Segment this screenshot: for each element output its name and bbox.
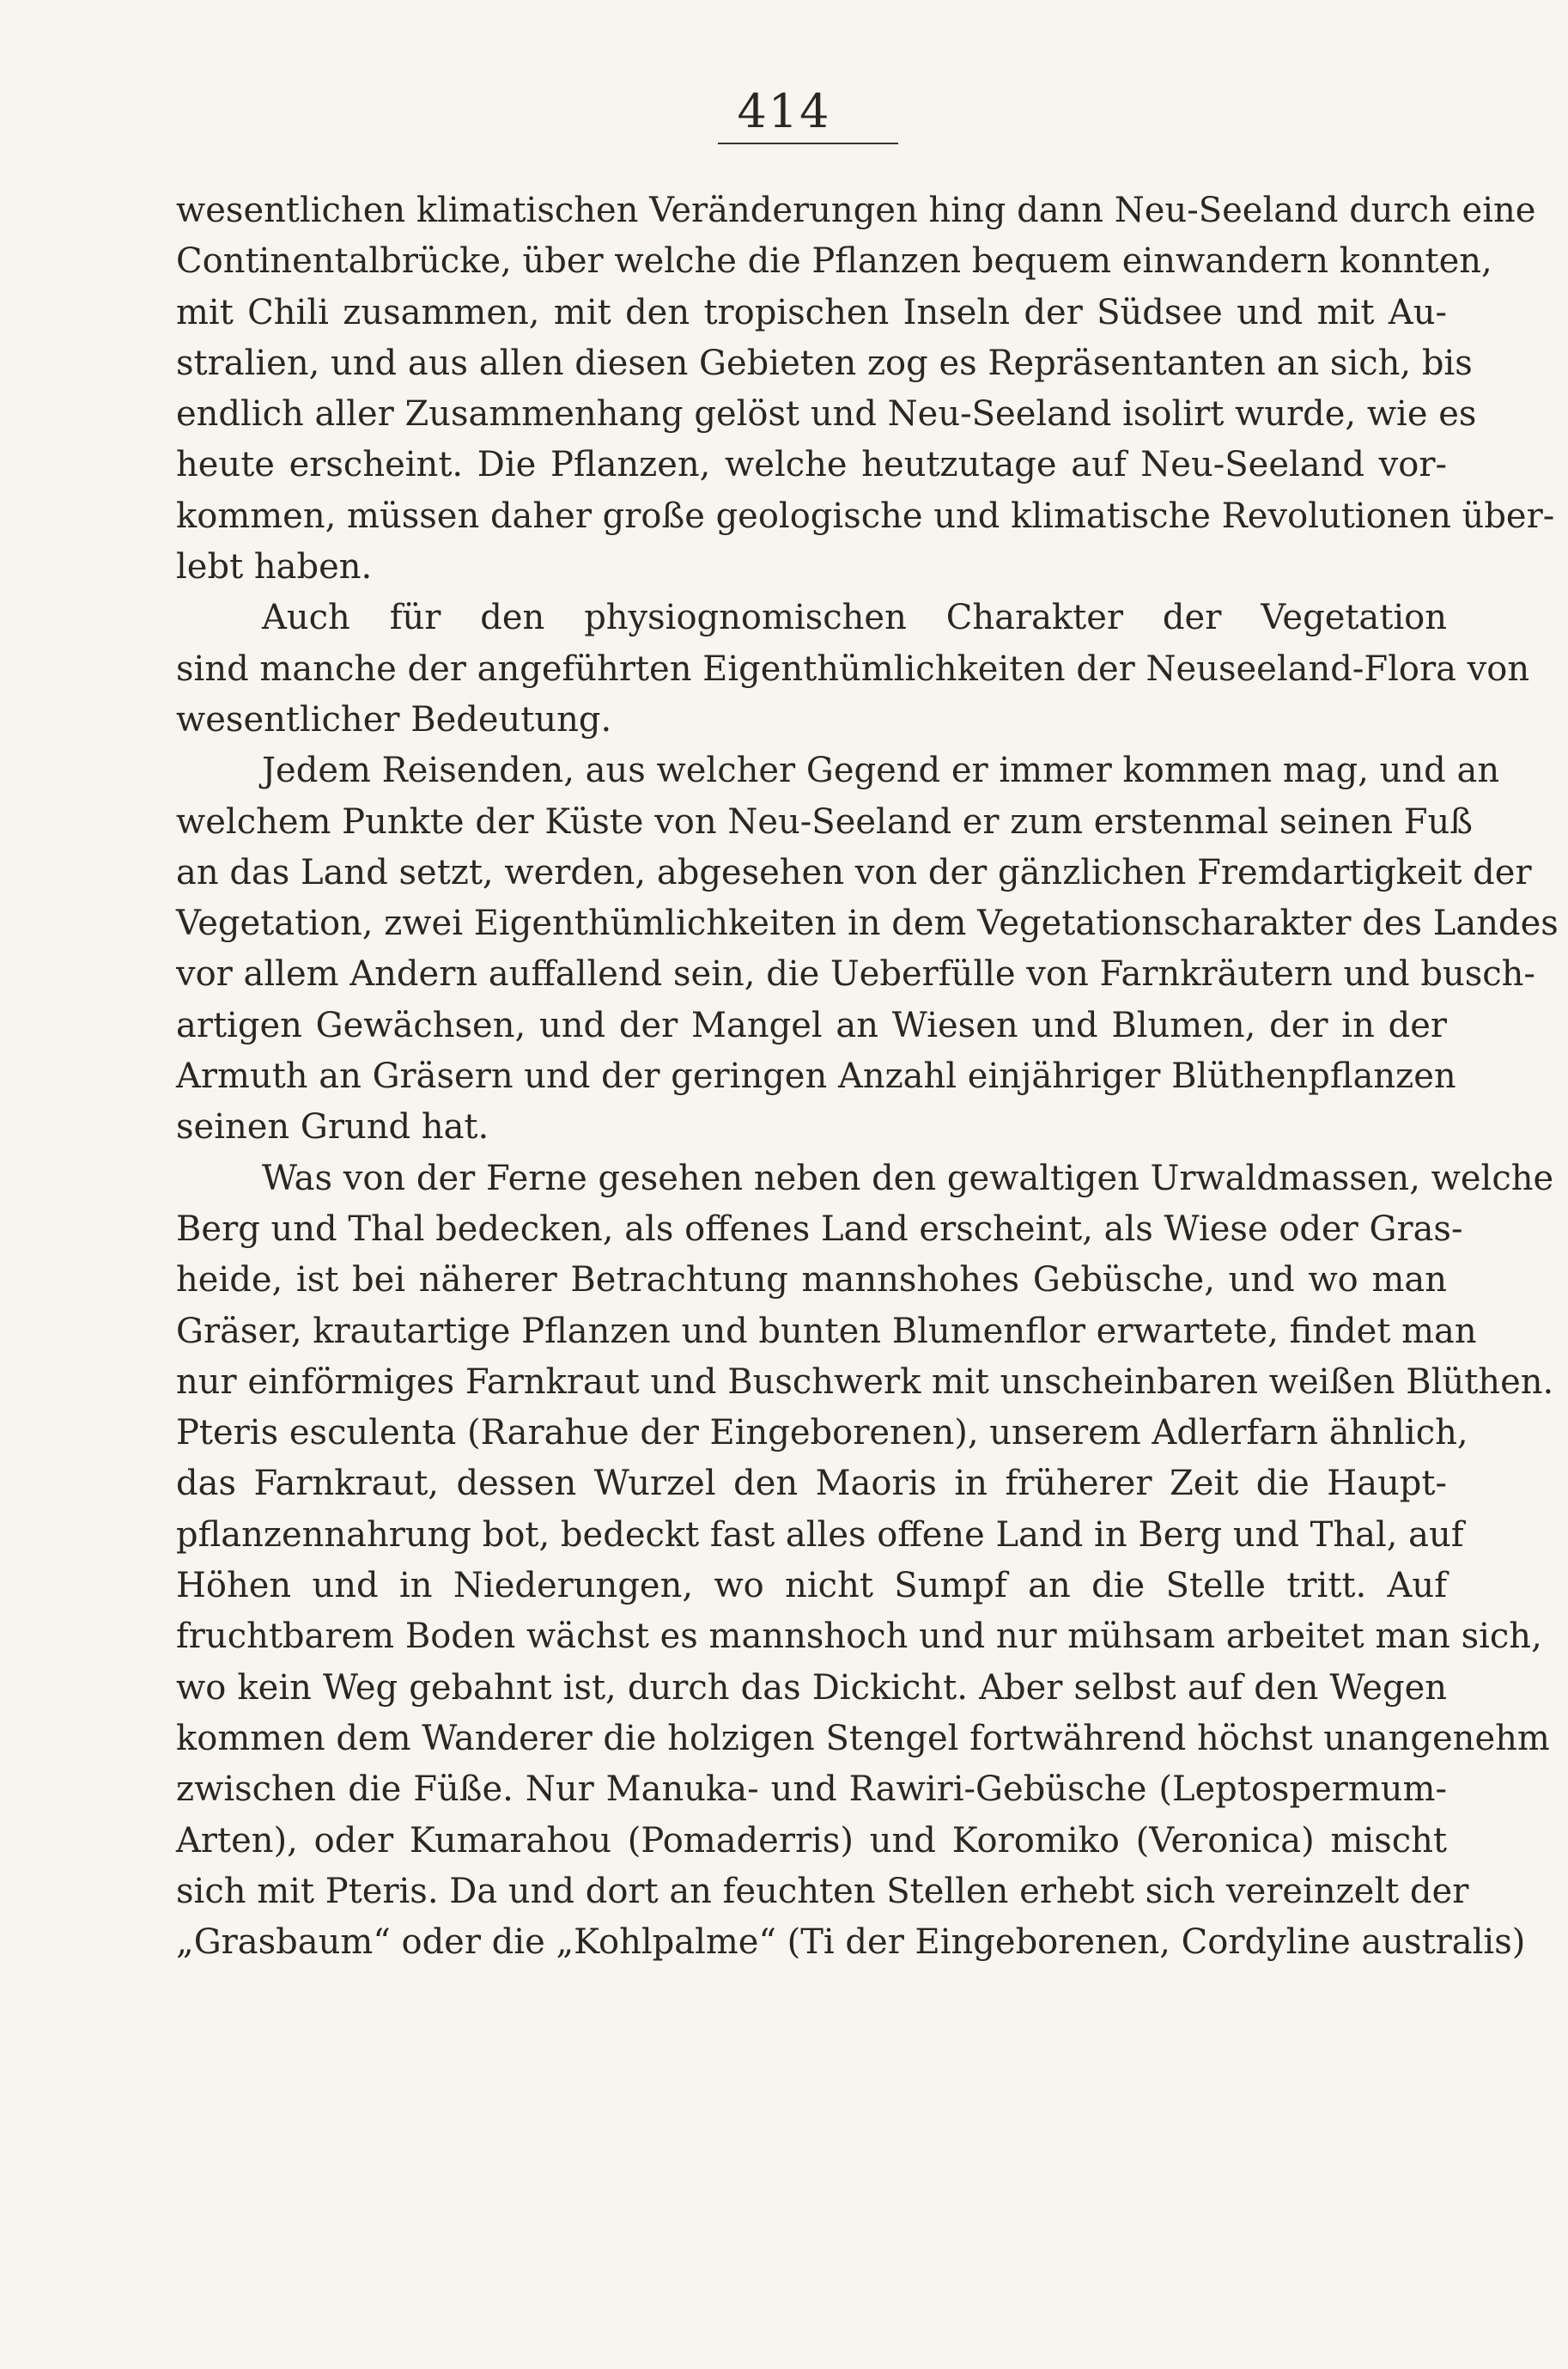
text-line: heute erscheint. Die Pflanzen, welche heutzutage auf Neu-Seeland vor-	[176, 445, 1447, 485]
header-rule	[718, 143, 898, 144]
text-line: an das Land setzt, werden, abgesehen von der gänzlichen Fremdartigkeit der	[176, 852, 1532, 892]
text-line: Arten), oder Kumarahou (Pomaderris) und Koromiko (Veronica) mischt	[176, 1820, 1447, 1860]
text-line: kommen, müssen daher große geologische und klimatische Revolutionen über-	[176, 496, 1555, 536]
paragraph	[176, 593, 1530, 746]
text-line: das Farnkraut, dessen Wurzel den Maoris in früherer Zeit die Haupt-	[176, 1464, 1447, 1504]
text-line: vor allem Andern auffallend sein, die Ueberfülle von Farnkräutern und busch-	[176, 954, 1535, 995]
text-line: sind manche der angeführten Eigenthümlichkeiten der Neuseeland-Flora von	[176, 649, 1530, 689]
text-line: Jedem Reisenden, aus welcher Gegend er immer kommen mag, und an	[262, 751, 1500, 791]
paragraph	[176, 186, 1555, 593]
text-line: lebt haben.	[176, 547, 373, 588]
paragraph	[176, 746, 1559, 1153]
text-line: Was von der Ferne gesehen neben den gewaltigen Urwaldmassen, welche	[262, 1158, 1554, 1198]
text-line: wesentlicher Bedeutung.	[176, 699, 612, 740]
text-line: wesentlichen klimatischen Veränderungen hing dann Neu-Seeland durch eine	[176, 191, 1536, 230]
text-line: sich mit Pteris. Da und dort an feuchten Stellen erhebt sich vereinzelt der	[176, 1871, 1469, 1911]
text-line: endlich aller Zusammenhang gelöst und Neu-Seeland isolirt wurde, wie es	[176, 394, 1477, 435]
text-line: mit Chili zusammen, mit den tropischen Inseln der Südsee und mit Au-	[176, 292, 1447, 332]
text-line: nur einförmiges Farnkraut und Buschwerk mit unscheinbaren weißen Blüthen.	[176, 1361, 1554, 1402]
text-line: heide, ist bei näherer Betrachtung mannshohes Gebüsche, und wo man	[176, 1260, 1447, 1300]
text-line: artigen Gewächsen, und der Mangel an Wiesen und Blumen, der in der	[176, 1005, 1447, 1045]
text-line: Auch für den physiognomischen Charakter der Vegetation	[262, 598, 1447, 638]
text-line: Gräser, krautartige Pflanzen und bunten Blumenflor erwartete, findet man	[176, 1311, 1477, 1351]
text-line: seinen Grund hat.	[176, 1107, 489, 1148]
text-line: kommen dem Wanderer die holzigen Stengel fortwährend höchst unangenehm	[176, 1718, 1550, 1758]
text-line: Continentalbrücke, über welche die Pflanzen bequem einwandern konnten,	[176, 241, 1492, 282]
body-text	[176, 186, 1559, 1968]
text-line: wo kein Weg gebahnt ist, durch das Dickicht. Aber selbst auf den Wegen	[176, 1667, 1447, 1708]
text-line: Vegetation, zwei Eigenthümlichkeiten in dem Vegetationscharakter des Landes	[176, 904, 1559, 944]
text-line: fruchtbarem Boden wächst es mannshoch und nur mühsam arbeitet man sich,	[176, 1617, 1542, 1657]
text-line: stralien, und aus allen diesen Gebieten zog es Repräsentanten an sich, bis	[176, 343, 1473, 383]
page-number: 414	[737, 84, 831, 138]
text-line: Berg und Thal bedecken, als offenes Land erscheint, als Wiese oder Gras-	[176, 1209, 1463, 1249]
text-line: welchem Punkte der Küste von Neu-Seeland er zum erstenmal seinen Fuß	[176, 801, 1473, 842]
text-line: Pteris esculenta (Rarahue der Eingeborenen), unserem Adlerfarn ähnlich,	[176, 1413, 1468, 1453]
text-line: zwischen die Füße. Nur Manuka- und Rawiri-Gebüsche (Leptospermum-	[176, 1769, 1447, 1810]
text-line: Höhen und in Niederungen, wo nicht Sumpf an die Stelle tritt. Auf	[176, 1566, 1447, 1606]
text-line: pflanzennahrung bot, bedeckt fast alles offene Land in Berg und Thal, auf	[176, 1514, 1464, 1555]
text-line: Armuth an Gräsern und der geringen Anzahl einjähriger Blüthenpflanzen	[176, 1057, 1456, 1097]
paragraph	[176, 1154, 1554, 1969]
text-line: „Grasbaum“ oder die „Kohlpalme“ (Ti der Eingeborenen, Cordyline australis)	[176, 1922, 1526, 1963]
